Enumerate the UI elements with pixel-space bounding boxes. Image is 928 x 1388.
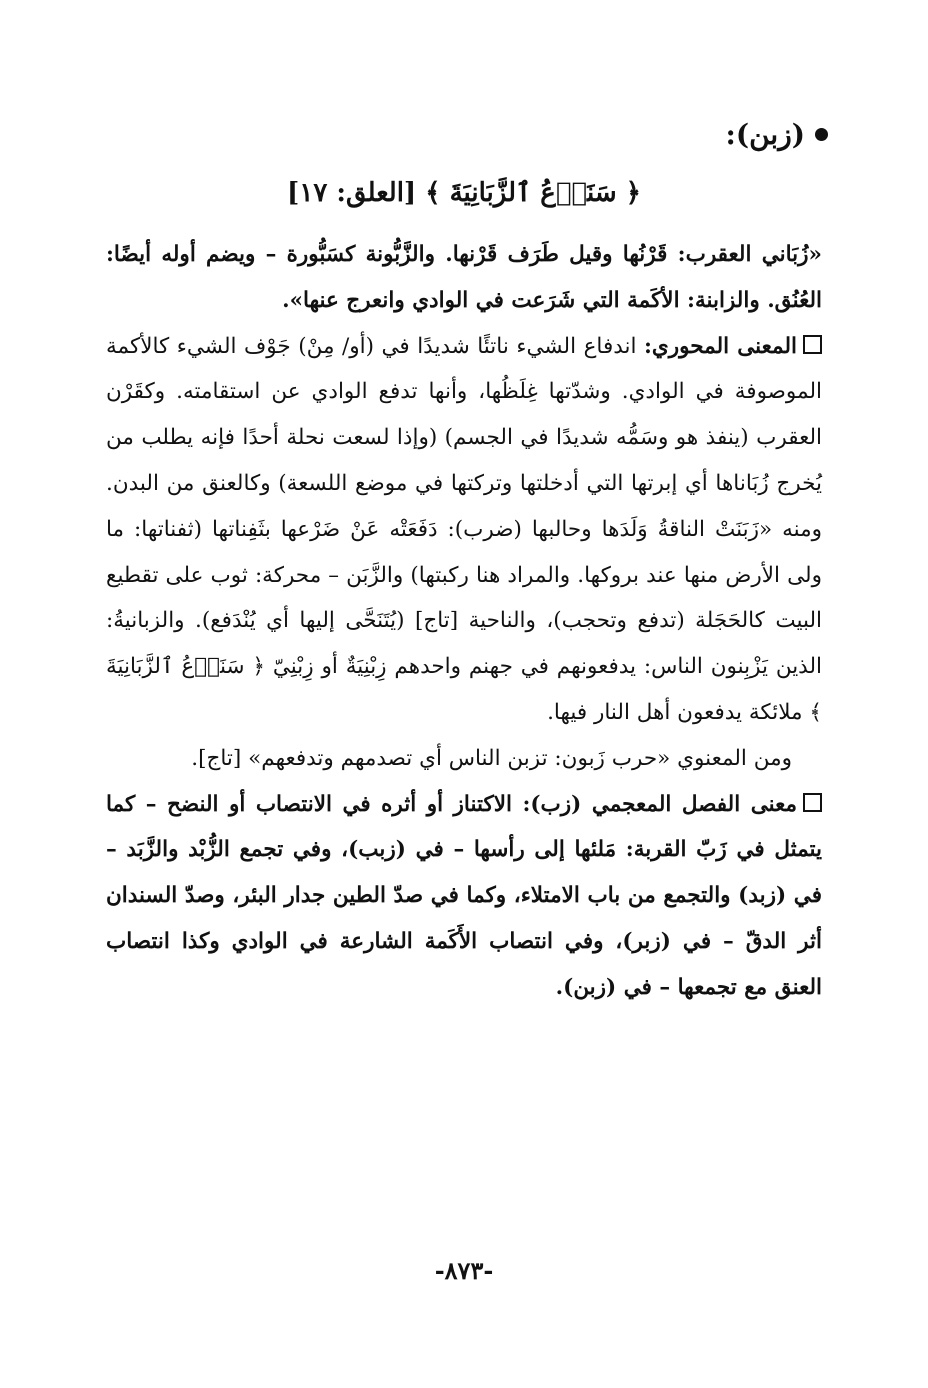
axial-meaning-label: المعنى المحوري: [644, 333, 797, 359]
square-bullet-icon [803, 335, 822, 354]
square-bullet-icon [803, 793, 822, 812]
moral-meaning-paragraph: ومن المعنوي «حرب زَبون: تزبن الناس أي تصدمهم وتدفعهم» [تاج]. [191, 745, 792, 771]
lexical-definition: «زُبَاني العقرب: قَرْنُها وقيل طَرَف قَرْنها. والزَّبُّونة كسَبُّورة – ويضم أوله أيضًا: العُنُق. والزابنة: الأكَمة التي شَرَعت في الوادي وانعرج عنها». [106, 242, 822, 313]
lexical-chapter-text: الاكتناز أو أثره في الانتصاب أو النضح – كما يتمثل في زَبّ القربة: مَلئها إلى رأسها – في (زبب)، وفي تجمع الزُّبْد والزَّبَد – في (زبد) والتجمع من باب الامتلاء، وكما في صدّ الطين جدار البئر، وصدّ السندان أثر الدقّ – في (زبر)، وفي انتصاب الأَكَمة الشارعة في الوادي وكذا انتصاب العنق مع تجمعها – في (زبن). [106, 791, 822, 1000]
lexical-chapter-paragraph [106, 782, 822, 1011]
entry-body [106, 232, 822, 1011]
entry-heading [726, 118, 828, 151]
bullet-icon [815, 128, 828, 141]
root-title: (زبن): [725, 118, 805, 151]
quran-verse: ﴿ سَنَدۡعُ ٱلزَّبَانِيَةَ ﴾ [العلق: ١٧] [287, 178, 641, 208]
axial-meaning-paragraph [106, 324, 822, 736]
axial-meaning-text: اندفاع الشيء ناتئًا شديدًا في (أو/ مِنْ) جَوْف الشيء كالأكمة الموصوفة في الوادي. وشدّتها غِلَظُها، وأنها تدفع الوادي عن استقامته. وكقَرْن العقرب (ينفذ هو وسَمُّه شديدًا في الجسم) (وإذا لسعت نحلة أحدًا فإنه يطلب من يُخرج زُبَاناها أي إبرتها التي أدخلتها وتركتها في موضع اللسعة) وكالعنق من البدن. ومنه «زَبَنَتْ الناقةُ وَلَدَها وحالبها (ضرب): دَفَعَتْه عَنْ ضَرْعها بثَفِناتها (ثفناتها: ما ولى الأرض منها عند بروكها. والمراد هنا ركبتها) والزَّبَن – محركة: ثوب على تقطيع البيت كالحَجَلة (تدفع وتحجب)، والناحية [تاج] (يُتَنَحَّى إليها أي يُنْدَفع). والزبانيةُ: الذين يَزْبِنون الناس: يدفعونهم في جهنم واحدهم زِبْنِيَةٌ أو زِبْنِيّ ﴿ سَنَدۡعُ ٱلزَّبَانِيَةَ ﴾ ملائكة يدفعون أهل النار فيها. [106, 333, 822, 725]
lexical-chapter-label: معنى الفصل المعجمي (زب): [522, 791, 797, 817]
page-number: -٨٧٣- [434, 1256, 494, 1285]
